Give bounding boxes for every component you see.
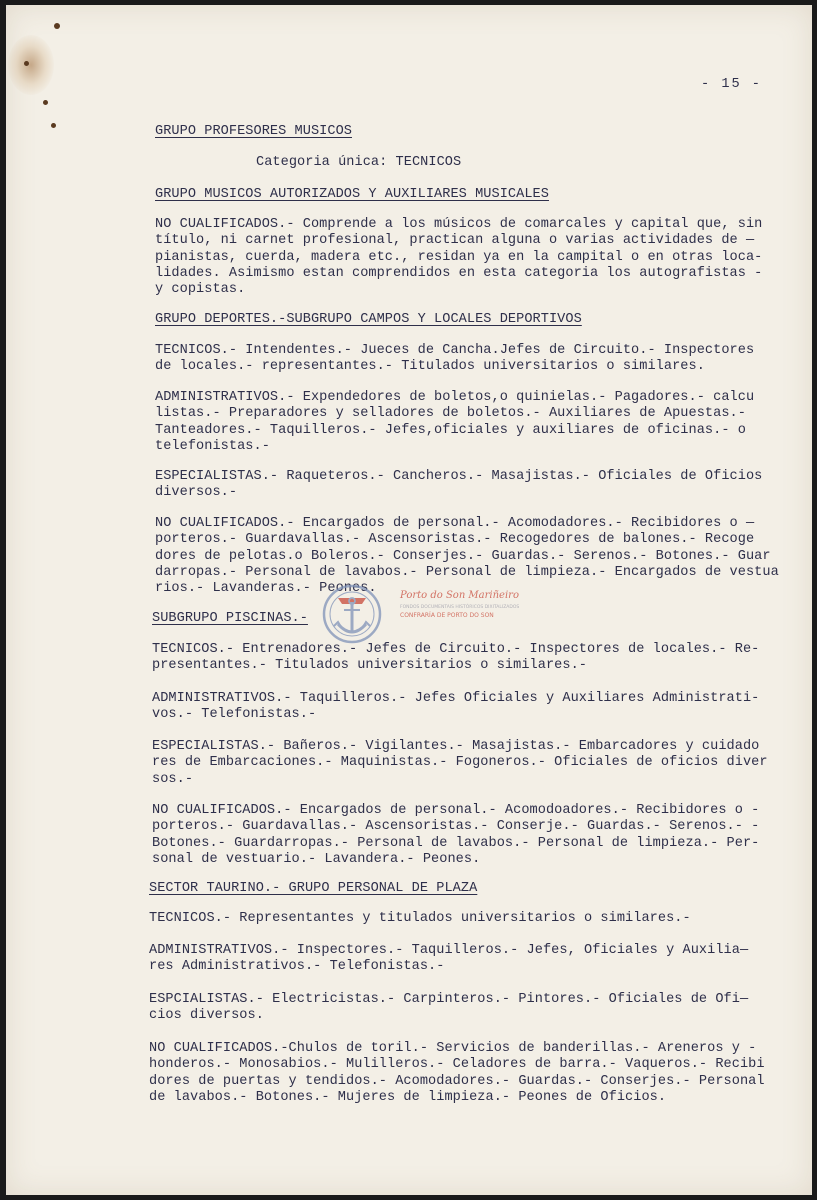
paragraph-piscinas-no-cualificados: [152, 803, 759, 868]
text-line: honderos.- Monosabios.- Mulilleros.- Celadores de barra.- Vaqueros.- Recibi: [149, 1057, 765, 1073]
paragraph-deportes-tecnicos: [155, 343, 754, 376]
text-line: NO CUALIFICADOS.- Comprende a los músicos de comarcales y capital que, sin: [155, 217, 763, 232]
paragraph-piscinas-especialistas: [152, 739, 768, 788]
text-line: pianistas, cuerda, madera etc., residan ya en la campital o en otras loca-: [155, 249, 763, 265]
text-line: TECNICOS.- Entrenadores.- Jefes de Circuito.- Inspectores de locales.- Re-: [152, 642, 760, 657]
paragraph-piscinas-administrativos: [152, 691, 759, 724]
text-line: NO CUALIFICADOS.-Chulos de toril.- Servicios de banderillas.- Areneros y -: [149, 1041, 757, 1056]
text-line: rios.- Lavanderas.- Peones.: [155, 581, 377, 597]
text-line: sonal de vestuario.- Lavandera.- Peones.: [152, 851, 481, 867]
text-line: res de Embarcaciones.- Maquinistas.- Fogoneros.- Oficiales de oficios diver: [152, 755, 768, 771]
paragraph-taurino-administrativos: [149, 943, 748, 976]
text-line: darropas.- Personal de lavabos.- Personal de limpieza.- Encargados de vestua: [155, 564, 779, 580]
text-line: ESPECIALISTAS.- Raqueteros.- Cancheros.- Masajistas.- Oficiales de Oficios: [155, 469, 763, 484]
document-title: GRUPO PROFESORES MUSICOS: [155, 124, 352, 139]
paragraph-deportes-especialistas: [155, 469, 762, 502]
paragraph-musicos-no-cualificados: [155, 217, 762, 298]
text-line: NO CUALIFICADOS.- Encargados de personal.- Acomodoadores.- Recibidores o -: [152, 803, 760, 818]
text-line: dores de pelotas.o Boleros.- Conserjes.- Guardas.- Serenos.- Botones.- Guar: [155, 548, 771, 564]
paragraph-taurino-no-cualificados: [149, 1041, 765, 1106]
paragraph-taurino-tecnicos: [149, 911, 691, 927]
text-line: lidades. Asimismo estan comprendidos en esta categoria los autografistas -: [155, 265, 763, 281]
text-line: ADMINISTRATIVOS.- Expendedores de boletos,o quinielas.- Pagadores.- calcu: [155, 390, 755, 405]
text-line: Tanteadores.- Taquilleros.- Jefes,oficiales y auxiliares de oficinas.- o: [155, 422, 746, 438]
section-heading-piscinas: SUBGRUPO PISCINAS.-: [152, 611, 308, 626]
section-heading-deportes: GRUPO DEPORTES.-SUBGRUPO CAMPOS Y LOCALES DEPORTIVOS: [155, 312, 582, 327]
paragraph-taurino-especialistas: [149, 992, 748, 1025]
text-line: vos.- Telefonistas.-: [152, 707, 317, 723]
watermark-name: Porto do Son Mariñeiro: [400, 590, 519, 601]
section-heading-musicos: GRUPO MUSICOS AUTORIZADOS Y AUXILIARES MUSICALES: [155, 187, 549, 202]
binding-hole: [51, 123, 56, 128]
text-line: sos.-: [152, 771, 194, 787]
text-line: NO CUALIFICADOS.- Encargados de personal.- Acomodadores.- Recibidores o —: [155, 516, 755, 531]
text-line: diversos.-: [155, 485, 238, 501]
text-line: listas.- Preparadores y selladores de boletos.- Auxiliares de Apuestas.-: [155, 406, 746, 422]
text-line: porteros.- Guardavallas.- Ascensoristas.- Recogedores de balones.- Recoge: [155, 532, 755, 548]
text-line: ADMINISTRATIVOS.- Inspectores.- Taquilleros.- Jefes, Oficiales y Auxilia—: [149, 943, 749, 958]
text-line: telefonistas.-: [155, 438, 270, 454]
binding-hole: [24, 61, 29, 66]
paragraph-deportes-administrativos: [155, 390, 754, 455]
text-line: cios diversos.: [149, 1008, 264, 1024]
text-line: ESPECIALISTAS.- Bañeros.- Vigilantes.- Masajistas.- Embarcadores y cuidado: [152, 739, 760, 754]
watermark-tagline: FONDOS DOCUMENTAIS HISTÓRICOS DIXITALIZADOS: [400, 605, 520, 610]
document-page: [6, 5, 812, 1195]
age-stain: [8, 35, 54, 95]
text-line: y copistas.: [155, 282, 246, 298]
anchor-seal-icon: [316, 580, 396, 650]
text-line: TECNICOS.- Intendentes.- Jueces de Cancha.Jefes de Circuito.- Inspectores: [155, 343, 755, 358]
text-line: ESPCIALISTAS.- Electricistas.- Carpinteros.- Pintores.- Oficiales de Ofi—: [149, 992, 749, 1007]
watermark-org: CONFRARÍA DE PORTO DO SON: [400, 612, 494, 619]
binding-hole: [54, 23, 60, 29]
text-line: Botones.- Guardarropas.- Personal de lavabos.- Personal de limpieza.- Per-: [152, 835, 760, 851]
text-line: de locales.- representantes.- Titulados universitarios o similares.: [155, 359, 705, 375]
category-line: Categoria única: TECNICOS: [256, 155, 462, 170]
text-line: porteros.- Guardavallas.- Ascensoristas.- Conserje.- Guardas.- Serenos.- -: [152, 819, 760, 835]
text-line: de lavabos.- Botones.- Mujeres de limpieza.- Peones de Oficios.: [149, 1089, 667, 1105]
text-line: TECNICOS.- Representantes y titulados universitarios o similares.-: [149, 911, 691, 926]
archive-watermark: [316, 580, 520, 650]
page-number: - 15 -: [701, 77, 762, 92]
text-line: res Administrativos.- Telefonistas.-: [149, 959, 445, 975]
text-line: ADMINISTRATIVOS.- Taquilleros.- Jefes Oficiales y Auxiliares Administrati-: [152, 691, 760, 706]
section-heading-taurino: SECTOR TAURINO.- GRUPO PERSONAL DE PLAZA: [149, 881, 478, 896]
binding-hole: [43, 100, 48, 105]
text-line: presentantes.- Titulados universitarios o similares.-: [152, 658, 588, 674]
text-line: dores de puertas y tendidos.- Acomodadores.- Guardas.- Conserjes.- Personal: [149, 1073, 765, 1089]
text-line: título, ni carnet profesional, practican alguna o varias actividades de —: [155, 233, 755, 249]
